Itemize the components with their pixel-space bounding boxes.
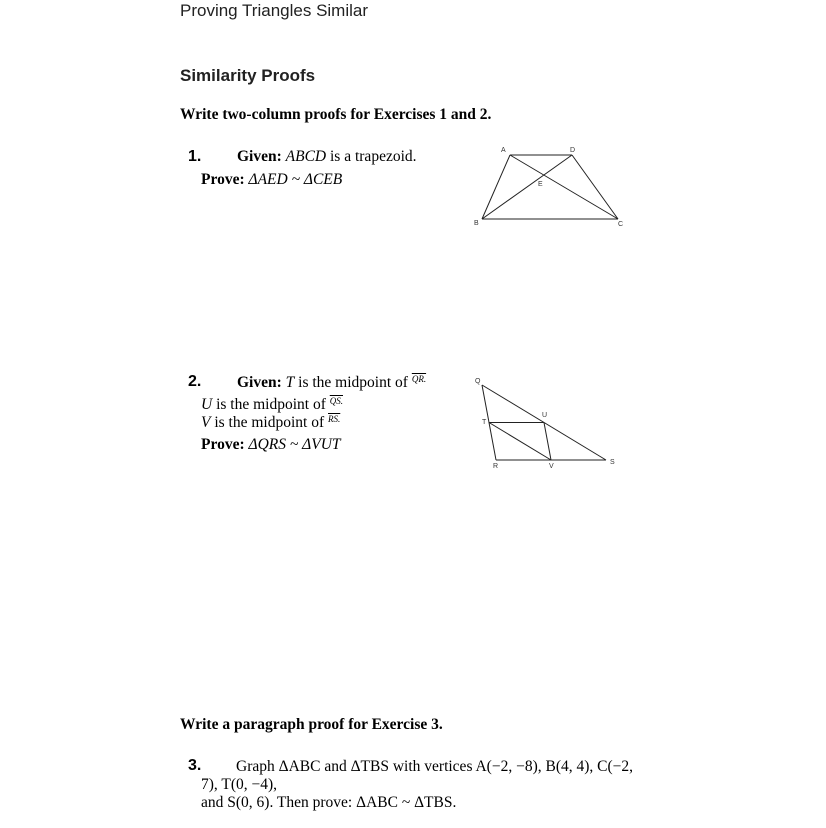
prove-label: Prove: <box>201 171 245 188</box>
label-b: B <box>474 220 479 227</box>
exercise-2-line-2 <box>201 396 343 414</box>
label-c: C <box>618 221 624 228</box>
exercise-3-line-3: and S(0, 6). Then prove: ΔABC ~ ΔTBS. <box>201 794 457 811</box>
exercise-3-number: 3. <box>188 757 202 774</box>
segment-uv <box>544 423 551 461</box>
given-var-v: V <box>201 414 211 431</box>
section-title: Similarity Proofs <box>180 66 316 85</box>
label-u: U <box>542 412 548 419</box>
given-text: is the midpoint of <box>212 396 330 413</box>
exercise-2-number: 2. <box>188 373 202 390</box>
segment-rs: RS. <box>328 414 341 424</box>
label-r: R <box>493 463 499 470</box>
label-a: A <box>501 147 506 154</box>
prove-statement: ΔAED ~ ΔCEB <box>248 171 343 188</box>
given-text: is a trapezoid. <box>326 148 417 165</box>
side-dc <box>572 155 618 219</box>
exercise-2-given <box>237 374 426 392</box>
exercise-3-line-2: 7), T(0, −4), <box>201 776 278 793</box>
segment-tv <box>489 423 551 461</box>
label-t: T <box>482 419 487 426</box>
given-var-t: T <box>285 374 295 391</box>
triangle-midpoints-figure <box>470 375 620 470</box>
instructions-paragraph: Write a paragraph proof for Exercise 3. <box>180 716 443 733</box>
given-text: is the midpoint of <box>294 374 412 391</box>
given-text: is the midpoint of <box>210 414 329 431</box>
given-label: Given: <box>237 374 282 391</box>
exercise-1-prove <box>201 171 342 189</box>
label-s: S <box>610 459 615 466</box>
exercise-1-given <box>237 148 417 166</box>
label-e: E <box>538 181 543 188</box>
given-var-u: U <box>201 396 213 413</box>
exercise-2-line-3 <box>201 414 340 432</box>
segment-qs: QS. <box>329 396 343 406</box>
exercise-3-line-1: Graph ΔABC and ΔTBS with vertices A(−2, −8), B(4, 4), C(−2, <box>236 758 634 775</box>
exercise-1-number: 1. <box>188 148 202 165</box>
label-v: V <box>549 463 554 470</box>
given-figure: ABCD <box>285 148 327 165</box>
given-label: Given: <box>237 148 282 165</box>
segment-qr: QR. <box>411 374 427 384</box>
instructions-two-column: Write two-column proofs for Exercises 1 and 2. <box>180 106 492 123</box>
prove-label: Prove: <box>201 436 245 453</box>
exercise-2-prove <box>201 436 341 454</box>
trapezoid-figure <box>470 140 630 232</box>
page-header: Proving Triangles Similar <box>180 1 369 20</box>
label-q: Q <box>475 378 481 385</box>
prove-statement: ΔQRS ~ ΔVUT <box>248 436 341 453</box>
label-d: D <box>570 147 576 154</box>
